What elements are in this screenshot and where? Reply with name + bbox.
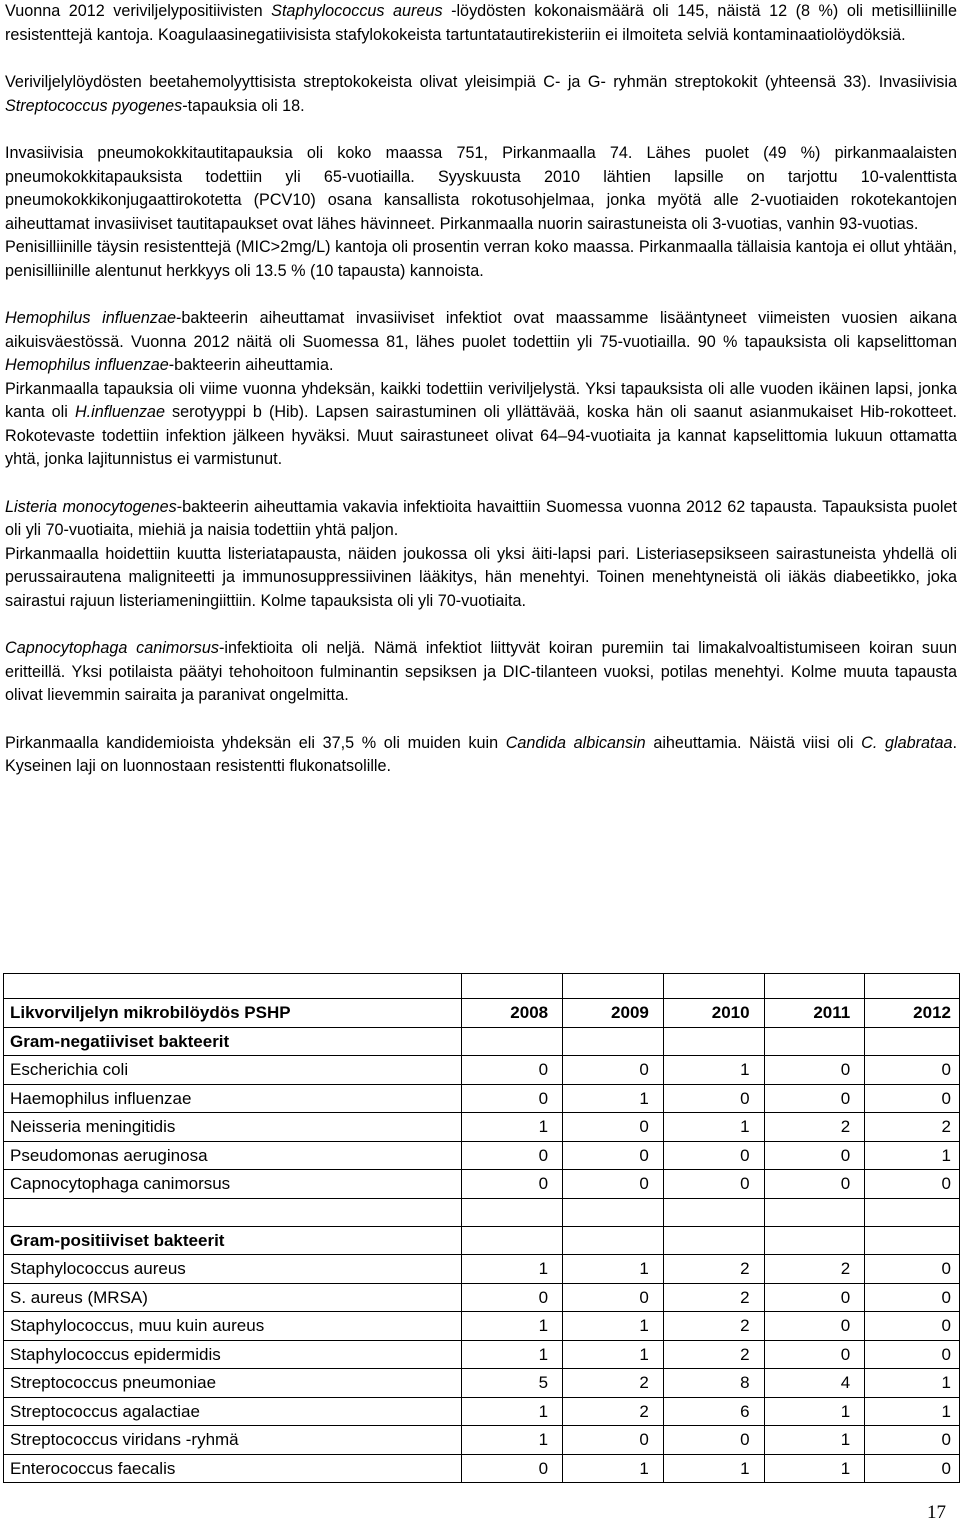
organism-name: Streptococcus agalactiae (4, 1397, 462, 1426)
count-cell: 1 (563, 1084, 664, 1113)
table-title: Likvorviljelyn mikrobilöydös PSHP (4, 999, 462, 1028)
count-cell: 0 (462, 1454, 563, 1483)
table-row (4, 1397, 960, 1426)
table-row (4, 1454, 960, 1483)
count-cell: 0 (462, 1056, 563, 1085)
count-cell: 2 (865, 1113, 960, 1142)
paragraph-hemophilus-pirkanmaa: Pirkanmaalla tapauksia oli viime vuonna yhdeksän, kaikki todettiin veriviljelystä. Yksi tapauksista oli alle vuoden ikäinen lapsi, jonka kanta oli H.influenzae serotyyppi b (Hib). Lapsen sairastuminen oli yllättävää, koska hän oli saanut asianmukaiset Hib-rokotteet. Rokotevaste todettiin infektion jälkeen hyväksi. Muut sairastuneet olivat 64–94-vuotiaita ja kannat kapselittomia lukuun ottamatta yhtä, jonka lajitunnistus ei varmistunut. (5, 379, 957, 468)
paragraph-penicillin: Penisilliinille täysin resistenttejä (MIC>2mg/L) kantoja oli prosentin verran koko maassa. Pirkanmaalla tällaisia kantoja ei ollut yhtään, penisilliinille alentunut herkkyys oli 13.5 % (10 tapausta) kannoista. (5, 238, 957, 280)
table-row (4, 1426, 960, 1455)
count-cell: 0 (764, 1056, 865, 1085)
count-cell: 0 (865, 1255, 960, 1284)
count-cell: 0 (764, 1340, 865, 1369)
count-cell: 1 (663, 1056, 764, 1085)
count-cell: 0 (865, 1084, 960, 1113)
count-cell: 0 (865, 1312, 960, 1341)
paragraph-listeria: Listeria monocytogenes-bakteerin aiheuttamia vakavia infektioita havaittiin Suomessa vuonna 2012 62 tapausta. Tapauksista puolet oli yli 70-vuotiaita, miehiä ja naisia todettiin yhtä paljon. (5, 497, 957, 539)
count-cell: 1 (865, 1141, 960, 1170)
paragraph-capnocytophaga: Capnocytophaga canimorsus-infektioita oli neljä. Nämä infektiot liittyvät koiran puremiin tai limakalvoaltistumiseen koiran suun eritteillä. Yksi potilaista päätyi tehohoitoon fulminantin sepsiksen ja DIC-tilanteen vuoksi, potilas menehtyi. Kolme muuta tapausta olivat lievemmin sairaita ja paranivat ongelmitta. (5, 639, 957, 704)
organism-name: Pseudomonas aeruginosa (4, 1141, 462, 1170)
document-body (5, 0, 957, 779)
table-row (4, 1084, 960, 1113)
count-cell: 0 (865, 1170, 960, 1199)
table-row (4, 1255, 960, 1284)
count-cell: 1 (462, 1397, 563, 1426)
paragraph-streptococci: Veriviljelylöydösten beetahemolyyttisista streptokokeista olivat yleisimpiä C- ja G- ryhmän streptokokit (yhteensä 33). Invasiivisia Streptococcus pyogenes-tapauksia oli 18. (5, 73, 957, 115)
gram-positive-rows (4, 1255, 960, 1483)
count-cell: 0 (865, 1056, 960, 1085)
count-cell: 1 (865, 1397, 960, 1426)
count-cell: 5 (462, 1369, 563, 1398)
paragraph-listeria-pirkanmaa: Pirkanmaalla hoidettiin kuutta listeriatapausta, näiden joukossa oli yksi äiti-lapsi pari. Listeriasepsikseen sairastuneista yhdellä oli perussairautena maligniteetti ja immunosuppressiivinen lääkitys, hän menehtyi. Toinen menehtyneistä oli iäkäs diabeetikko, joka sairastui rajuun listeriameningiittiin. Kolme tapauksista oli yli 70-vuotiaita. (5, 544, 957, 610)
count-cell: 2 (663, 1312, 764, 1341)
organism-name: S. aureus (MRSA) (4, 1283, 462, 1312)
year-header: 2012 (865, 999, 960, 1028)
table-row (4, 1369, 960, 1398)
count-cell: 0 (764, 1283, 865, 1312)
count-cell: 1 (462, 1312, 563, 1341)
count-cell: 0 (563, 1170, 664, 1199)
organism-name: Enterococcus faecalis (4, 1454, 462, 1483)
table-top-row (4, 974, 960, 999)
page-number: 17 (927, 1502, 946, 1523)
count-cell: 0 (764, 1141, 865, 1170)
count-cell: 1 (462, 1340, 563, 1369)
count-cell: 0 (462, 1170, 563, 1199)
count-cell: 1 (764, 1397, 865, 1426)
table-row (4, 1113, 960, 1142)
table-header-row (4, 999, 960, 1028)
year-header: 2009 (563, 999, 664, 1028)
count-cell: 4 (764, 1369, 865, 1398)
paragraph-pneumococci: Invasiivisia pneumokokkitautitapauksia oli koko maassa 751, Pirkanmaalla 74. Lähes puolet (49 %) pirkanmaalaisten pneumokokkitapauksista todettiin yli 65-vuotiailla. Syyskuusta 2010 lähtien lapsille on tarjottu 10-valenttista pneumokokkikonjugaattirokotetta (PCV10) osana kansallista rokotusohjelmaa, jonka myötä alle 2-vuotiaiden rokotekantojen aiheuttamat invasiiviset tautitapaukset ovat lähes hävinneet. Pirkanmaalla nuorin sairastuneista oli 3-vuotias, vanhin 93-vuotias. (5, 144, 957, 233)
count-cell: 0 (865, 1426, 960, 1455)
count-cell: 2 (663, 1340, 764, 1369)
count-cell: 1 (663, 1454, 764, 1483)
organism-name: Staphylococcus epidermidis (4, 1340, 462, 1369)
count-cell: 1 (563, 1340, 664, 1369)
table-row (4, 1312, 960, 1341)
count-cell: 0 (764, 1312, 865, 1341)
organism-name: Haemophilus influenzae (4, 1084, 462, 1113)
count-cell: 0 (764, 1170, 865, 1199)
count-cell: 0 (563, 1056, 664, 1085)
count-cell: 0 (663, 1170, 764, 1199)
count-cell: 2 (764, 1255, 865, 1284)
count-cell: 0 (563, 1141, 664, 1170)
count-cell: 2 (764, 1113, 865, 1142)
count-cell: 1 (764, 1454, 865, 1483)
count-cell: 1 (865, 1369, 960, 1398)
count-cell: 1 (462, 1426, 563, 1455)
csf-culture-table (3, 973, 960, 1483)
organism-name: Streptococcus viridans -ryhmä (4, 1426, 462, 1455)
count-cell: 1 (563, 1454, 664, 1483)
count-cell: 1 (563, 1255, 664, 1284)
count-cell: 0 (764, 1084, 865, 1113)
organism-name: Escherichia coli (4, 1056, 462, 1085)
organism-name: Capnocytophaga canimorsus (4, 1170, 462, 1199)
table-row (4, 1340, 960, 1369)
count-cell: 0 (563, 1283, 664, 1312)
count-cell: 0 (462, 1141, 563, 1170)
count-cell: 1 (663, 1113, 764, 1142)
count-cell: 0 (563, 1113, 664, 1142)
count-cell: 2 (563, 1397, 664, 1426)
table-row (4, 1170, 960, 1199)
table-row (4, 1283, 960, 1312)
table-spacer-row (4, 1198, 960, 1226)
section-gram-negative: Gram-negatiiviset bakteerit (4, 1027, 960, 1056)
table-row (4, 1141, 960, 1170)
count-cell: 1 (764, 1426, 865, 1455)
count-cell: 0 (462, 1283, 563, 1312)
count-cell: 0 (865, 1454, 960, 1483)
year-header: 2008 (462, 999, 563, 1028)
organism-name: Neisseria meningitidis (4, 1113, 462, 1142)
organism-name: Streptococcus pneumoniae (4, 1369, 462, 1398)
count-cell: 2 (663, 1255, 764, 1284)
count-cell: 0 (663, 1141, 764, 1170)
count-cell: 1 (563, 1312, 664, 1341)
section-gram-positive: Gram-positiiviset bakteerit (4, 1226, 960, 1255)
count-cell: 0 (865, 1283, 960, 1312)
organism-name: Staphylococcus, muu kuin aureus (4, 1312, 462, 1341)
count-cell: 6 (663, 1397, 764, 1426)
count-cell: 2 (663, 1283, 764, 1312)
count-cell: 0 (865, 1340, 960, 1369)
year-header: 2010 (663, 999, 764, 1028)
count-cell: 8 (663, 1369, 764, 1398)
count-cell: 1 (462, 1255, 563, 1284)
count-cell: 1 (462, 1113, 563, 1142)
table-row (4, 1056, 960, 1085)
count-cell: 0 (663, 1426, 764, 1455)
count-cell: 0 (462, 1084, 563, 1113)
count-cell: 2 (563, 1369, 664, 1398)
organism-name: Staphylococcus aureus (4, 1255, 462, 1284)
count-cell: 0 (663, 1084, 764, 1113)
paragraph-staph-aureus: Vuonna 2012 veriviljelypositiivisten Staphylococcus aureus -löydösten kokonaismäärä oli 145, näistä 12 (8 %) oli metisilliinille resistenttejä kantoja. Koagulaasinegatiivisista stafylokokeista tartuntatautirekisteriin ei ilmoiteta selviä kontaminaatiolöydöksiä. (5, 2, 958, 44)
paragraph-candida: Pirkanmaalla kandidemioista yhdeksän eli 37,5 % oli muiden kuin Candida albicansin aiheuttamia. Näistä viisi oli C. glabrataa. Kyseinen laji on luonnostaan resistentti flukonatsolille. (5, 733, 957, 775)
paragraph-hemophilus: Hemophilus influenzae-bakteerin aiheuttamat invasiiviset infektiot ovat maassamme lisääntyneet viimeisten vuosien aikana aikuisväestössä. Vuonna 2012 näitä oli Suomessa 81, lähes puolet todettiin yli 75-vuotiailla. 90 % tapauksista oli kapselittoman Hemophilus influenzae-bakteerin aiheuttamia. (5, 309, 958, 374)
year-header: 2011 (764, 999, 865, 1028)
count-cell: 0 (563, 1426, 664, 1455)
gram-negative-rows (4, 1056, 960, 1199)
